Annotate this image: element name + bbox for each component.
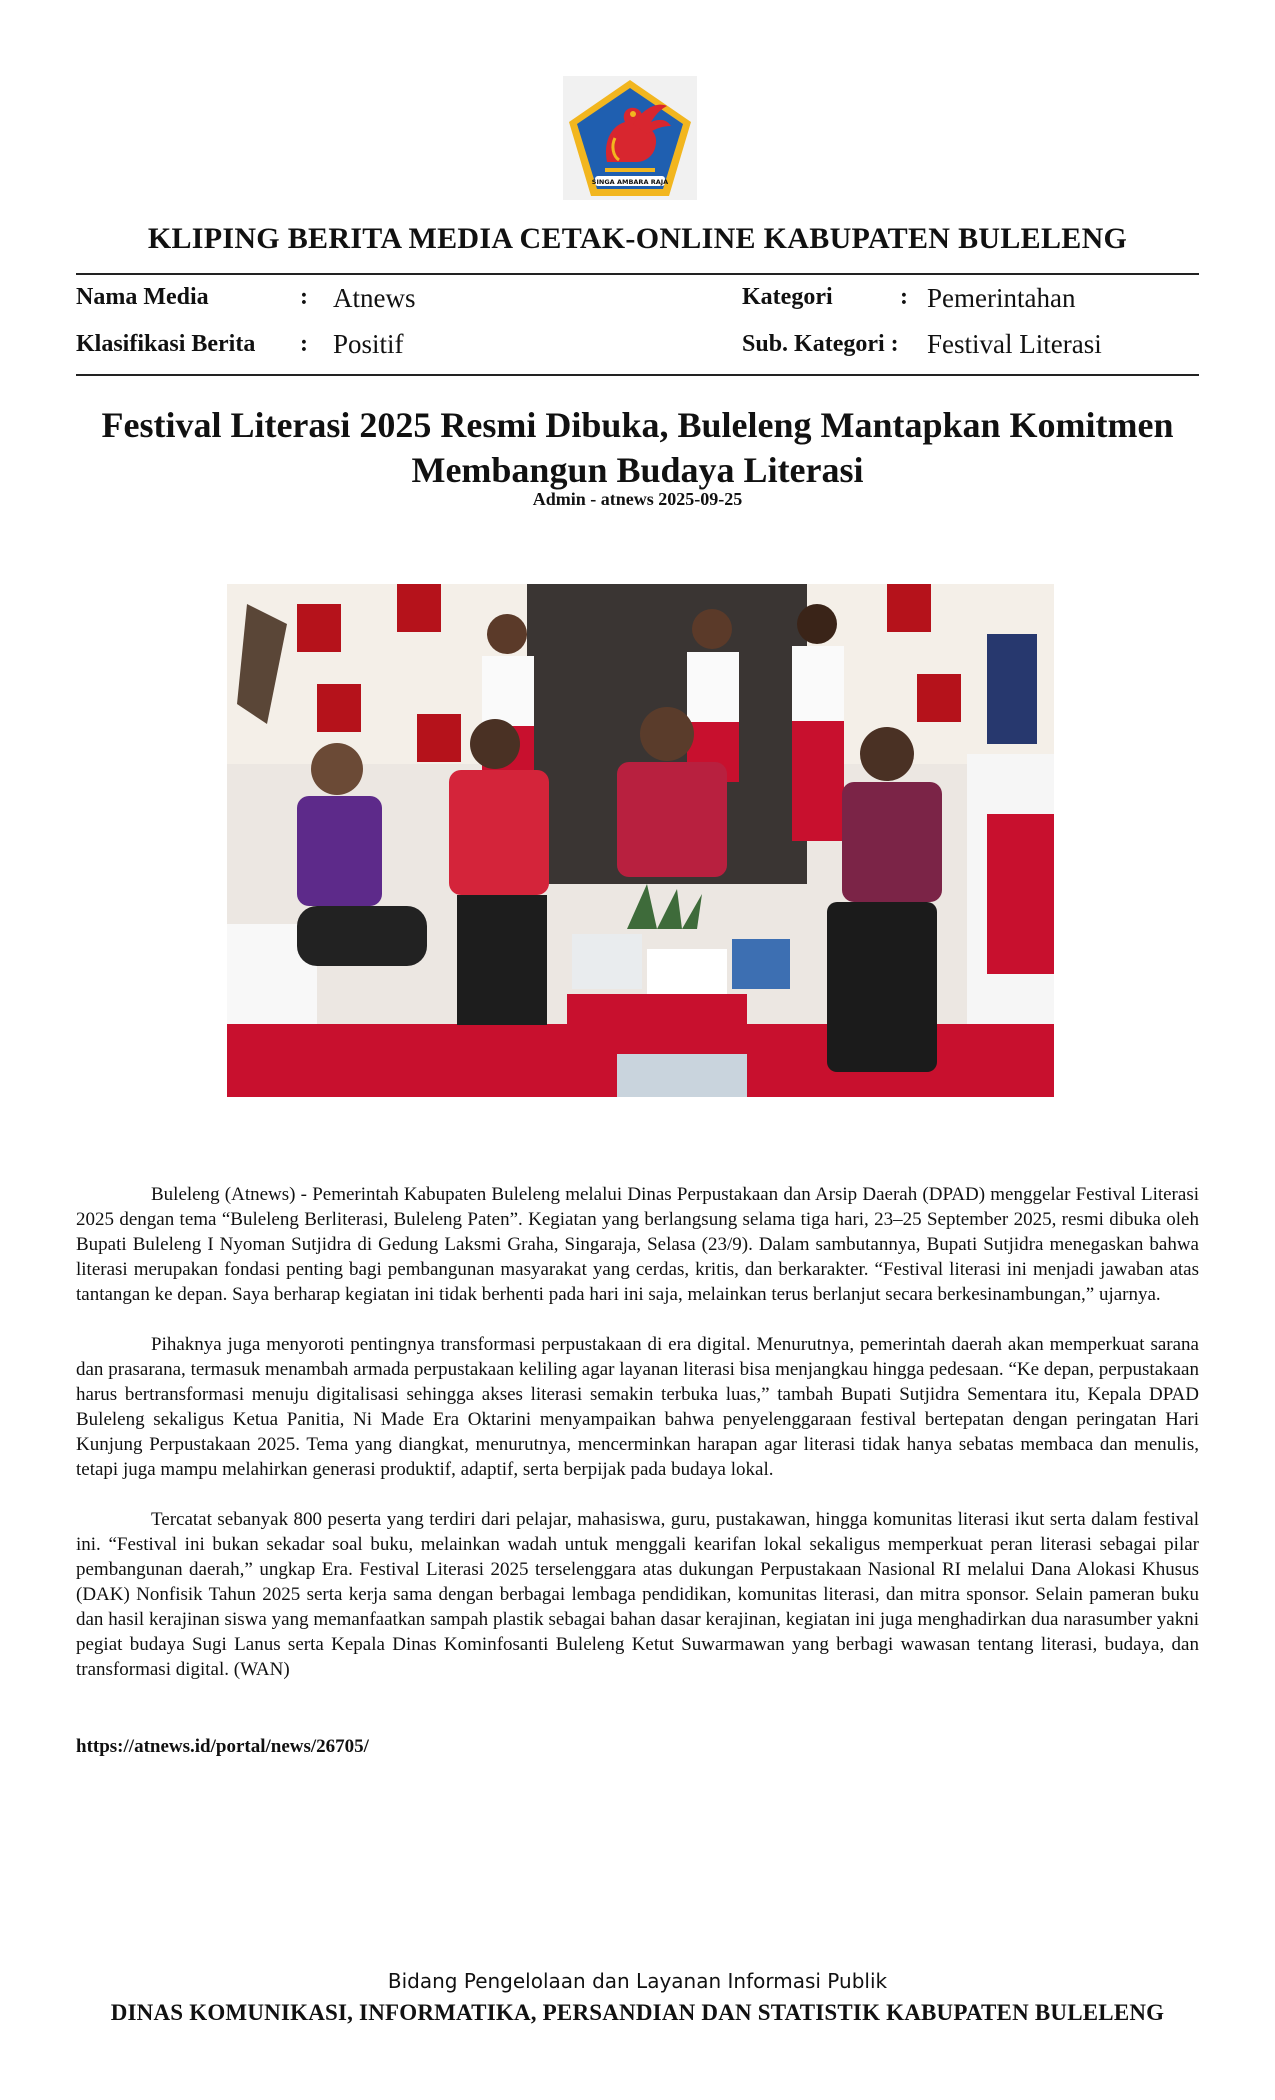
group-photo-illustration xyxy=(227,584,1054,1097)
kategori-value: Pemerintahan xyxy=(927,283,1076,313)
document-title: KLIPING BERITA MEDIA CETAK-ONLINE KABUPATEN BULELENG xyxy=(147,222,1128,255)
kategori-colon: : xyxy=(900,284,908,310)
logo-ribbon-text: SINGA AMBARA RAJA xyxy=(591,178,669,186)
article-body xyxy=(76,1182,1199,1707)
regency-logo xyxy=(563,76,697,200)
footer-department: Bidang Pengelolaan dan Layanan Informasi Publik xyxy=(387,1969,888,1993)
kategori-label: Kategori xyxy=(742,284,833,310)
media-label: Nama Media xyxy=(76,284,209,310)
media-colon: : xyxy=(300,284,308,310)
klasifikasi-colon: : xyxy=(300,331,308,357)
article-byline: Admin - atnews 2025-09-25 xyxy=(532,489,743,509)
bottom-divider xyxy=(76,374,1199,376)
sub-kategori-label: Sub. Kategori : xyxy=(742,331,899,357)
article-photo xyxy=(227,584,1054,1097)
article-headline: Festival Literasi 2025 Resmi Dibuka, Buleleng Mantapkan Komitmen Membangun Budaya Literasi xyxy=(101,405,1174,490)
footer-agency: DINAS KOMUNIKASI, INFORMATIKA, PERSANDIAN DAN STATISTIK KABUPATEN BULELENG xyxy=(110,2000,1165,2025)
article-paragraph: Tercatat sebanyak 800 peserta yang terdiri dari pelajar, mahasiswa, guru, pustakawan, hingga komunitas literasi ikut serta dalam festival ini. “Festival ini bukan sekadar soal buku, melainkan wadah untuk menggali kearifan lokal sekaligus memperkuat peran literasi sebagai pilar pembangunan daerah,” ungkap Era. Festival Literasi 2025 terselenggara atas dukungan Perpustakaan Nasional RI melalui Dana Alokasi Khusus (DAK) Nonfisik Tahun 2025 serta kerja sama dengan berbagai lembaga pendidikan, komunitas literasi, dan mitra sponsor. Selain pameran buku dan hasil kerajinan siswa yang memanfaatkan sampah plastik sebagai bahan dasar kerajinan, kegiatan ini juga menghadirkan dua narasumber yakni pegiat budaya Sugi Lanus serta Kepala Dinas Kominfosanti Buleleng Ketut Suwarmawan yang berbagi wawasan tentang literasi, budaya, dan transformasi digital. (WAN) xyxy=(76,1509,1199,1680)
media-value: Atnews xyxy=(333,283,416,313)
sub-kategori-value: Festival Literasi xyxy=(927,329,1102,359)
klasifikasi-label: Klasifikasi Berita xyxy=(76,331,256,357)
klasifikasi-value: Positif xyxy=(333,329,404,359)
article-paragraph: Pihaknya juga menyoroti pentingnya transformasi perpustakaan di era digital. Menurutnya, pemerintah daerah akan memperkuat sarana dan prasarana, termasuk menambah armada perpustakaan keliling agar layanan literasi bisa menjangkau hingga pedesaan. “Ke depan, perpustakaan harus bertransformasi menuju digitalisasi sehingga akses literasi semakin terbuka luas,” tambah Bupati Sutjidra Sementara itu, Kepala DPAD Buleleng sekaligus Ketua Panitia, Ni Made Era Oktarini menyampaikan bahwa penyelenggaraan festival bertepatan dengan peringatan Hari Kunjung Perpustakaan 2025. Tema yang diangkat, menurutnya, mencerminkan harapan agar literasi tidak hanya sebatas membaca dan menulis, tetapi juga mampu melahirkan generasi produktif, adaptif, serta berpijak pada budaya lokal. xyxy=(76,1334,1199,1480)
top-divider xyxy=(76,273,1199,275)
source-link[interactable]: https://atnews.id/portal/news/26705/ xyxy=(76,1736,369,1757)
article-paragraph: Buleleng (Atnews) - Pemerintah Kabupaten Buleleng melalui Dinas Perpustakaan dan Arsip Daerah (DPAD) menggelar Festival Literasi 2025 dengan tema “Buleleng Berliterasi, Buleleng Paten”. Kegiatan yang berlangsung selama tiga hari, 23–25 September 2025, resmi dibuka oleh Bupati Buleleng I Nyoman Sutjidra di Gedung Laksmi Graha, Singaraja, Selasa (23/9). Dalam sambutannya, Bupati Sutjidra menegaskan bahwa literasi merupakan fondasi penting bagi pembangunan masyarakat yang cerdas, kritis, dan berkarakter. “Festival literasi ini menjadi jawaban atas tantangan ke depan. Saya berharap kegiatan ini tidak berhenti pada hari ini saja, melainkan terus berlanjut secara berkesinambungan,” ujarnya. xyxy=(76,1184,1199,1305)
